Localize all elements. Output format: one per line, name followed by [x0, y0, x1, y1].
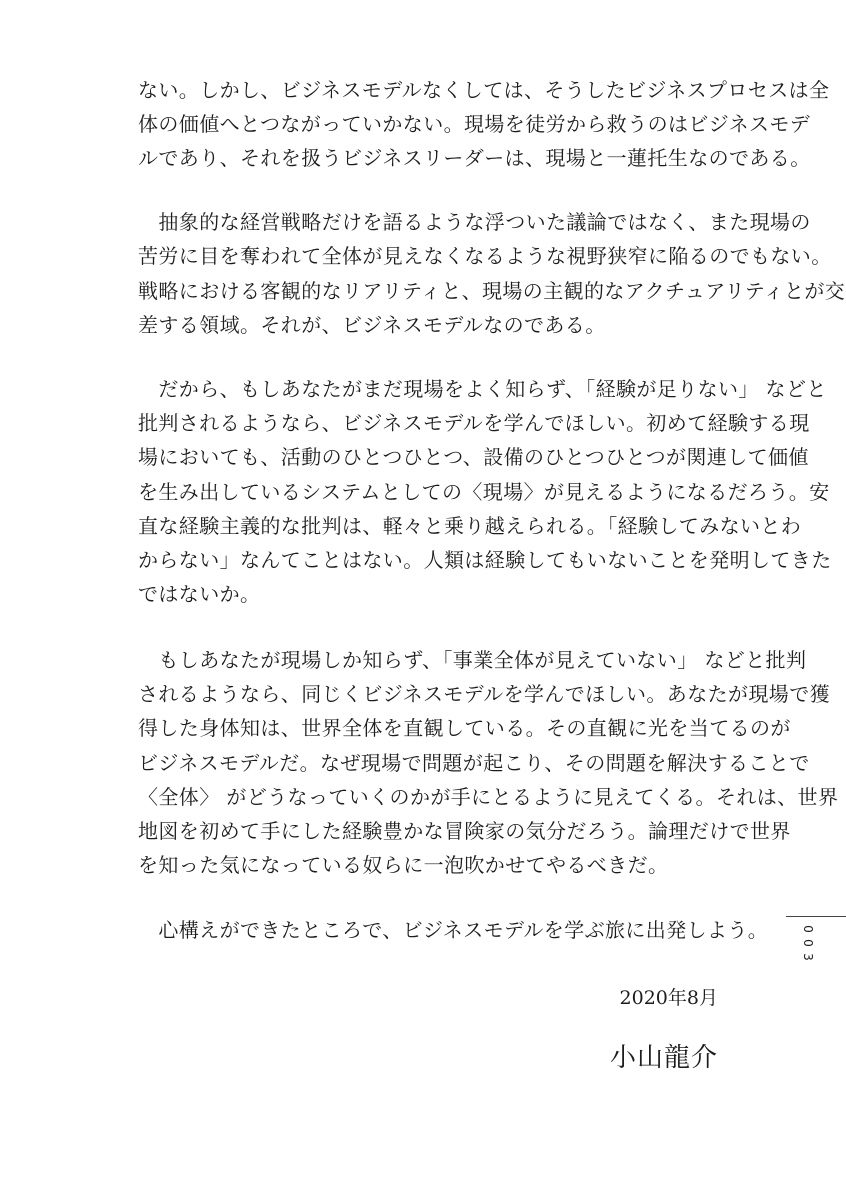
closing-date: 2020年8月: [619, 987, 718, 1009]
paragraph-2-line-2: 苦労に目を奪われて全体が見えなくなるような視野狭窄に陥るのでもない。: [138, 244, 832, 268]
page-number-digit: 3: [800, 953, 815, 961]
paragraph-4-line-3: 得した身体知は、世界全体を直観している。その直観に光を当てるのが: [138, 716, 791, 740]
paragraph-4-line-1: もしあなたが現場しか知らず、「事業全体が見えていない」 などと批判: [138, 648, 807, 672]
page-number-digit: 0: [800, 925, 815, 933]
paragraph-2-line-3: 戦略における客観的なリアリティと、現場の主観的なアクチュアリティとが交: [138, 279, 846, 303]
page-number-digit: 0: [800, 939, 815, 947]
paragraph-1-line-2: 体の価値へとつながっていかない。現場を徒労から救うのはビジネスモデ: [138, 112, 811, 136]
paragraph-2-line-1: 抽象的な経営戦略だけを語るような浮ついた議論ではなく、また現場の: [138, 210, 811, 234]
paragraph-5-line-1: 心構えができたところで、ビジネスモデルを学ぶ旅に出発しよう。: [138, 918, 769, 942]
paragraph-3-line-6: からない」なんてことはない。人類は経験してもいないことを発明してきた: [138, 548, 832, 572]
paragraph-3-line-7: ではないか。: [138, 582, 261, 606]
paragraph-1-line-3: ルであり、それを扱うビジネスリーダーは、現場と一蓮托生なのである。: [138, 146, 811, 170]
paragraph-4-line-5: 〈全体〉 がどうなっていくのかが手にとるように見えてくる。それは、世界: [138, 785, 839, 809]
paragraph-4-line-7: を知った気になっている奴らに一泡吹かせてやるべきだ。: [138, 853, 669, 877]
paragraph-3-line-5: 直な経験主義的な批判は、軽々と乗り越えられる。「経験してみないとわ: [138, 514, 802, 538]
paragraph-3-line-4: を生み出しているシステムとしての〈現場〉が見えるようになるだろう。安: [138, 480, 830, 504]
paragraph-4-line-6: 地図を初めて手にした経験豊かな冒険家の気分だろう。論理だけで世界: [138, 819, 791, 843]
paragraph-1-line-1: ない。しかし、ビジネスモデルなくしては、そうしたビジネスプロセスは全: [138, 78, 830, 102]
paragraph-2-line-4: 差する領域。それが、ビジネスモデルなのである。: [138, 313, 606, 337]
paragraph-3-line-3: 場においても、活動のひとつひとつ、設備のひとつひとつが関連して価値: [138, 445, 809, 469]
paragraph-4-line-2: されるようなら、同じくビジネスモデルを学んでほしい。あなたが現場で獲: [138, 682, 830, 706]
paragraph-4-line-4: ビジネスモデルだ。なぜ現場で問題が起こり、その問題を解決することで: [138, 751, 810, 775]
page-number: [798, 922, 818, 972]
paragraph-3-line-2: 批判されるようなら、ビジネスモデルを学んでほしい。初めて経験する現: [138, 411, 810, 435]
folio-rule: [786, 916, 846, 917]
author-name: 小山龍介: [609, 1043, 718, 1073]
paragraph-3-line-1: だから、もしあなたがまだ現場をよく知らず、「経験が足りない」 などと: [138, 377, 827, 401]
